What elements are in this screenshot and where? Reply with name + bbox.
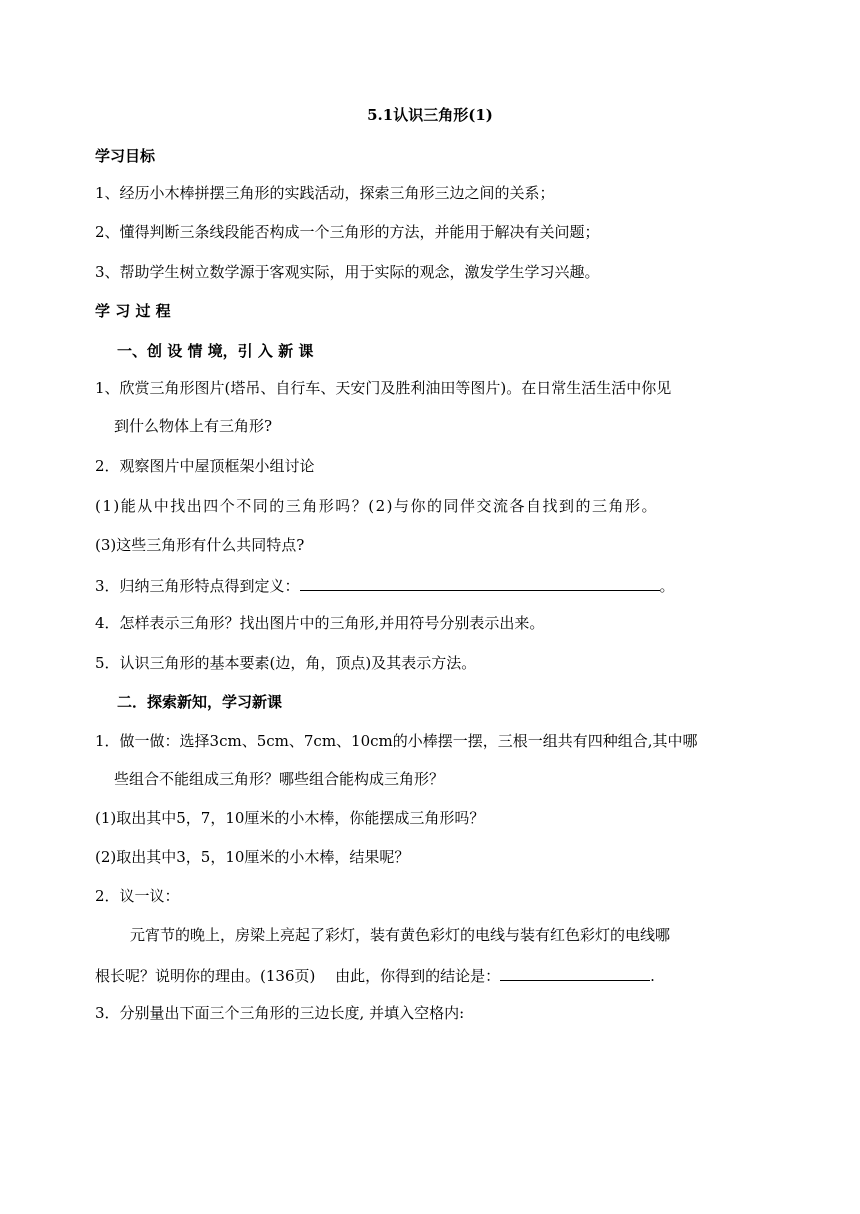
- section2-item3: 3．分别量出下面三个三角形的三边长度, 并填入空格内:: [95, 1004, 465, 1022]
- section2-item1-line2: 些组合不能组成三角形？哪些组合能构成三角形？: [114, 770, 445, 788]
- section1-item3: [95, 574, 675, 596]
- section1-item1-line1: 1、欣赏三角形图片(塔吊、自行车、天安门及胜利油田等图片)。在日常生活生活中你见: [95, 379, 672, 397]
- objective-item-1: 1、经历小木棒拼摆三角形的实践活动，探索三角形三边之间的关系；: [95, 184, 555, 202]
- definition-suffix: 。: [659, 577, 675, 595]
- conclusion-suffix: .: [650, 967, 655, 985]
- conclusion-blank[interactable]: [500, 964, 650, 981]
- section2-heading: 二．探索新知，学习新课: [117, 693, 283, 711]
- section2-item1-q1: (1)取出其中5，7，10厘米的小木棒，你能摆成三角形吗？: [95, 809, 485, 827]
- section1-item5: 5．认识三角形的基本要素(边，角，顶点)及其表示方法。: [95, 654, 477, 672]
- section1-item4: 4．怎样表示三角形？找出图片中的三角形,并用符号分别表示出来。: [95, 614, 545, 632]
- section2-item2-para-line1: 元宵节的晚上，房梁上亮起了彩灯，装有黄色彩灯的电线与装有红色彩灯的电线哪: [130, 926, 671, 944]
- section1-item2-q1q2: (1)能从中找出四个不同的三角形吗？(2)与你的同伴交流各自找到的三角形。: [95, 497, 658, 515]
- process-heading: 学 习 过 程: [95, 302, 171, 320]
- section2-item2: 2．议一议：: [95, 887, 180, 905]
- section2-item2-para-line2: [95, 964, 655, 986]
- objective-item-3: 3、帮助学生树立数学源于客观实际，用于实际的观念，激发学生学习兴趣。: [95, 263, 600, 281]
- section1-item2: 2．观察图片中屋顶框架小组讨论: [95, 457, 315, 475]
- section1-heading: 一、创 设 情 境，引 入 新 课: [117, 342, 314, 360]
- definition-blank[interactable]: [300, 574, 660, 591]
- conclusion-prompt: 根长呢？说明你的理由。(136页) 由此，你得到的结论是：: [95, 967, 501, 985]
- section2-item1-q2: (2)取出其中3，5，10厘米的小木棒，结果呢？: [95, 848, 410, 866]
- definition-prompt: 3．归纳三角形特点得到定义：: [95, 577, 300, 595]
- objective-item-2: 2、懂得判断三条线段能否构成一个三角形的方法，并能用于解决有关问题；: [95, 223, 600, 241]
- objectives-heading: 学习目标: [95, 147, 156, 165]
- section1-item1-line2: 到什么物体上有三角形?: [114, 417, 273, 435]
- section1-item2-q3: (3)这些三角形有什么共同特点?: [95, 536, 305, 554]
- section2-item1-line1: 1．做一做：选择3cm、5cm、7cm、10cm的小棒摆一摆，三根一组共有四种组合,其中哪: [95, 732, 698, 750]
- page-title: 5.1认识三角形(1): [367, 106, 493, 124]
